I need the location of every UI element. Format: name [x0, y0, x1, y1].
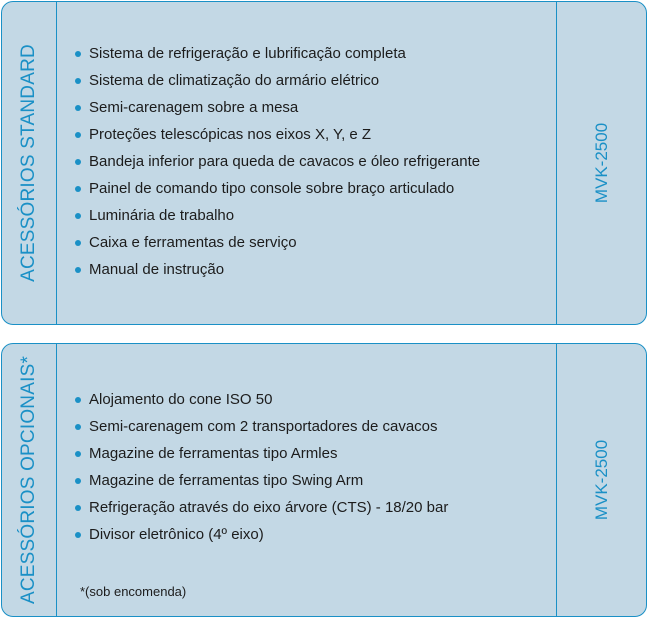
bullet-icon	[75, 78, 81, 84]
list-item: Alojamento do cone ISO 50	[75, 390, 448, 417]
list-item: Painel de comando tipo console sobre braço articulado	[75, 179, 480, 206]
bullet-icon	[75, 505, 81, 511]
list-item: Manual de instrução	[75, 260, 480, 287]
optional-model-column	[556, 344, 646, 616]
standard-accessories-panel	[1, 1, 647, 325]
list-item: Sistema de refrigeração e lubrificação completa	[75, 44, 480, 71]
bullet-icon	[75, 213, 81, 219]
bullet-icon	[75, 451, 81, 457]
standard-side-column	[2, 2, 57, 324]
standard-model-column	[556, 2, 646, 324]
bullet-icon	[75, 240, 81, 246]
list-item: Magazine de ferramentas tipo Armles	[75, 444, 448, 471]
standard-model-label: MVK-2500	[591, 122, 611, 204]
optional-footnote: *(sob encomenda)	[80, 584, 187, 599]
list-item: Caixa e ferramentas de serviço	[75, 233, 480, 260]
bullet-icon	[75, 159, 81, 165]
bullet-icon	[75, 267, 81, 273]
list-item: Divisor eletrônico (4º eixo)	[75, 525, 448, 552]
list-item: Proteções telescópicas nos eixos X, Y, e Z	[75, 125, 480, 152]
bullet-icon	[75, 51, 81, 57]
bullet-icon	[75, 478, 81, 484]
list-item: Magazine de ferramentas tipo Swing Arm	[75, 471, 448, 498]
bullet-icon	[75, 397, 81, 403]
list-item: Bandeja inferior para queda de cavacos e óleo refrigerante	[75, 152, 480, 179]
bullet-icon	[75, 105, 81, 111]
bullet-icon	[75, 132, 81, 138]
optional-accessories-list	[75, 390, 448, 552]
list-item: Refrigeração através do eixo árvore (CTS) - 18/20 bar	[75, 498, 448, 525]
optional-model-label: MVK-2500	[591, 439, 611, 521]
list-item: Sistema de climatização do armário elétrico	[75, 71, 480, 98]
standard-accessories-list	[75, 44, 480, 287]
optional-side-label: ACESSÓRIOS OPCIONAIS*	[18, 355, 39, 605]
optional-side-column	[2, 344, 57, 616]
bullet-icon	[75, 424, 81, 430]
list-item: Luminária de trabalho	[75, 206, 480, 233]
bullet-icon	[75, 186, 81, 192]
standard-side-label: ACESSÓRIOS STANDARD	[18, 44, 39, 282]
bullet-icon	[75, 532, 81, 538]
list-item: Semi-carenagem com 2 transportadores de cavacos	[75, 417, 448, 444]
list-item: Semi-carenagem sobre a mesa	[75, 98, 480, 125]
optional-accessories-panel	[1, 343, 647, 617]
